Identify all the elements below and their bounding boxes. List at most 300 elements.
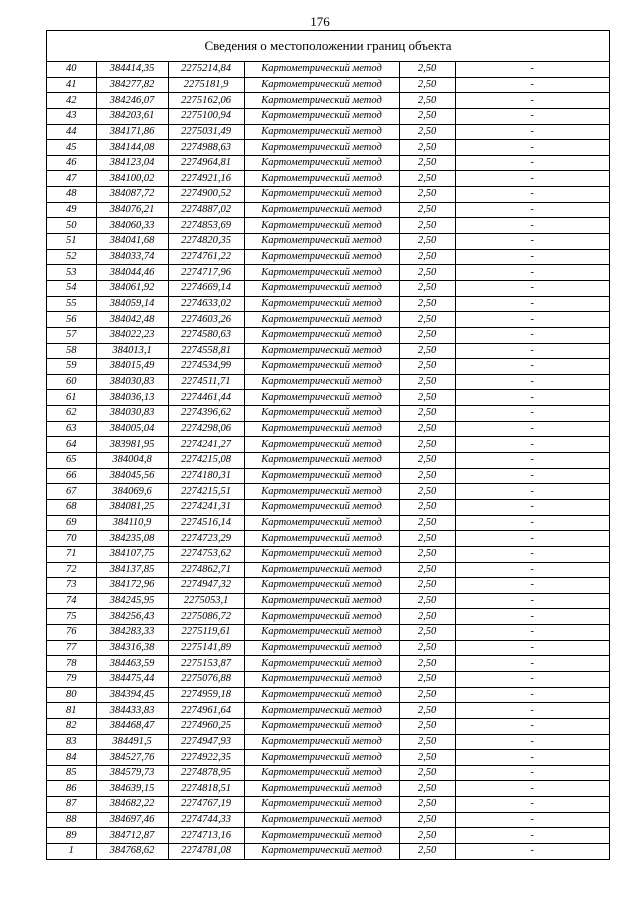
table-row	[47, 640, 609, 656]
point-number-cell: 57	[47, 327, 96, 343]
accuracy-cell: 2,50	[399, 249, 455, 265]
coordinate-y-cell: 2274396,62	[168, 406, 244, 422]
method-cell: Картометрический метод	[244, 343, 399, 359]
point-number-cell: 75	[47, 609, 96, 625]
coordinate-y-cell: 2274853,69	[168, 218, 244, 234]
accuracy-cell: 2,50	[399, 687, 455, 703]
point-number-cell: 40	[47, 62, 96, 77]
description-cell: -	[455, 609, 609, 625]
method-cell: Картометрический метод	[244, 234, 399, 250]
method-cell: Картометрический метод	[244, 546, 399, 562]
point-number-cell: 56	[47, 312, 96, 328]
table-row	[47, 234, 609, 250]
point-number-cell: 46	[47, 155, 96, 171]
accuracy-cell: 2,50	[399, 327, 455, 343]
coordinate-y-cell: 2274761,22	[168, 249, 244, 265]
coordinate-y-cell: 2274781,08	[168, 844, 244, 859]
point-number-cell: 60	[47, 374, 96, 390]
method-cell: Картометрический метод	[244, 437, 399, 453]
method-cell: Картометрический метод	[244, 155, 399, 171]
description-cell: -	[455, 468, 609, 484]
point-number-cell: 71	[47, 546, 96, 562]
coordinate-x-cell: 384171,86	[96, 124, 168, 140]
coordinate-x-cell: 384433,83	[96, 703, 168, 719]
description-cell: -	[455, 499, 609, 515]
accuracy-cell: 2,50	[399, 844, 455, 859]
description-cell: -	[455, 437, 609, 453]
accuracy-cell: 2,50	[399, 703, 455, 719]
point-number-cell: 67	[47, 484, 96, 500]
table-row	[47, 734, 609, 750]
coordinate-y-cell: 2274960,25	[168, 718, 244, 734]
coordinate-x-cell: 384682,22	[96, 797, 168, 813]
coordinate-y-cell: 2275162,06	[168, 93, 244, 109]
coordinate-x-cell: 384527,76	[96, 750, 168, 766]
point-number-cell: 58	[47, 343, 96, 359]
coordinate-x-cell: 384081,25	[96, 499, 168, 515]
accuracy-cell: 2,50	[399, 484, 455, 500]
description-cell: -	[455, 562, 609, 578]
coordinate-y-cell: 2274713,16	[168, 828, 244, 844]
table-row	[47, 593, 609, 609]
coordinate-y-cell: 2275100,94	[168, 108, 244, 124]
method-cell: Картометрический метод	[244, 750, 399, 766]
description-cell: -	[455, 280, 609, 296]
table-row	[47, 296, 609, 312]
description-cell: -	[455, 234, 609, 250]
accuracy-cell: 2,50	[399, 155, 455, 171]
accuracy-cell: 2,50	[399, 124, 455, 140]
accuracy-cell: 2,50	[399, 93, 455, 109]
accuracy-cell: 2,50	[399, 468, 455, 484]
accuracy-cell: 2,50	[399, 750, 455, 766]
table-row	[47, 108, 609, 124]
method-cell: Картометрический метод	[244, 781, 399, 797]
coordinate-y-cell: 2274862,71	[168, 562, 244, 578]
method-cell: Картометрический метод	[244, 265, 399, 281]
coordinate-x-cell: 384579,73	[96, 765, 168, 781]
accuracy-cell: 2,50	[399, 171, 455, 187]
point-number-cell: 74	[47, 593, 96, 609]
coordinate-x-cell: 384245,95	[96, 593, 168, 609]
coordinate-y-cell: 2274241,27	[168, 437, 244, 453]
description-cell: -	[455, 296, 609, 312]
accuracy-cell: 2,50	[399, 343, 455, 359]
accuracy-cell: 2,50	[399, 734, 455, 750]
coordinate-y-cell: 2274534,99	[168, 359, 244, 375]
method-cell: Картометрический метод	[244, 765, 399, 781]
point-number-cell: 80	[47, 687, 96, 703]
accuracy-cell: 2,50	[399, 202, 455, 218]
accuracy-cell: 2,50	[399, 656, 455, 672]
method-cell: Картометрический метод	[244, 327, 399, 343]
coordinate-y-cell: 2274516,14	[168, 515, 244, 531]
point-number-cell: 69	[47, 515, 96, 531]
table-row	[47, 656, 609, 672]
description-cell: -	[455, 171, 609, 187]
table-row	[47, 218, 609, 234]
method-cell: Картометрический метод	[244, 703, 399, 719]
method-cell: Картометрический метод	[244, 359, 399, 375]
accuracy-cell: 2,50	[399, 312, 455, 328]
accuracy-cell: 2,50	[399, 625, 455, 641]
description-cell: -	[455, 249, 609, 265]
coordinate-y-cell: 2274959,18	[168, 687, 244, 703]
method-cell: Картометрический метод	[244, 797, 399, 813]
table-row	[47, 687, 609, 703]
description-cell: -	[455, 671, 609, 687]
point-number-cell: 77	[47, 640, 96, 656]
method-cell: Картометрический метод	[244, 62, 399, 77]
coordinate-y-cell: 2274818,51	[168, 781, 244, 797]
table-row	[47, 531, 609, 547]
coordinate-y-cell: 2274558,81	[168, 343, 244, 359]
table-row	[47, 280, 609, 296]
method-cell: Картометрический метод	[244, 718, 399, 734]
description-cell: -	[455, 734, 609, 750]
method-cell: Картометрический метод	[244, 578, 399, 594]
table-row	[47, 562, 609, 578]
accuracy-cell: 2,50	[399, 374, 455, 390]
method-cell: Картометрический метод	[244, 390, 399, 406]
coordinate-y-cell: 2274947,32	[168, 578, 244, 594]
table-row	[47, 62, 609, 77]
coordinate-y-cell: 2274511,71	[168, 374, 244, 390]
accuracy-cell: 2,50	[399, 234, 455, 250]
accuracy-cell: 2,50	[399, 562, 455, 578]
table-row	[47, 265, 609, 281]
point-number-cell: 61	[47, 390, 96, 406]
accuracy-cell: 2,50	[399, 421, 455, 437]
method-cell: Картометрический метод	[244, 640, 399, 656]
method-cell: Картометрический метод	[244, 844, 399, 859]
description-cell: -	[455, 108, 609, 124]
coordinate-x-cell: 384041,68	[96, 234, 168, 250]
point-number-cell: 55	[47, 296, 96, 312]
point-number-cell: 48	[47, 187, 96, 203]
method-cell: Картометрический метод	[244, 93, 399, 109]
coordinate-x-cell: 384768,62	[96, 844, 168, 859]
method-cell: Картометрический метод	[244, 374, 399, 390]
method-cell: Картометрический метод	[244, 828, 399, 844]
table-row	[47, 484, 609, 500]
method-cell: Картометрический метод	[244, 734, 399, 750]
method-cell: Картометрический метод	[244, 453, 399, 469]
point-number-cell: 81	[47, 703, 96, 719]
table-row	[47, 499, 609, 515]
coordinates-table-body	[47, 62, 609, 859]
description-cell: -	[455, 406, 609, 422]
accuracy-cell: 2,50	[399, 797, 455, 813]
coordinate-x-cell: 384712,87	[96, 828, 168, 844]
table-row	[47, 374, 609, 390]
method-cell: Картометрический метод	[244, 202, 399, 218]
description-cell: -	[455, 421, 609, 437]
coordinate-x-cell: 384060,33	[96, 218, 168, 234]
description-cell: -	[455, 625, 609, 641]
coordinate-x-cell: 384110,9	[96, 515, 168, 531]
coordinate-x-cell: 384475,44	[96, 671, 168, 687]
table-row	[47, 327, 609, 343]
coordinate-y-cell: 2275214,84	[168, 62, 244, 77]
method-cell: Картометрический метод	[244, 421, 399, 437]
method-cell: Картометрический метод	[244, 406, 399, 422]
point-number-cell: 78	[47, 656, 96, 672]
accuracy-cell: 2,50	[399, 609, 455, 625]
coordinate-y-cell: 2274180,31	[168, 468, 244, 484]
coordinate-y-cell: 2274921,16	[168, 171, 244, 187]
description-cell: -	[455, 656, 609, 672]
method-cell: Картометрический метод	[244, 687, 399, 703]
point-number-cell: 85	[47, 765, 96, 781]
coordinate-y-cell: 2274988,63	[168, 140, 244, 156]
description-cell: -	[455, 218, 609, 234]
accuracy-cell: 2,50	[399, 280, 455, 296]
description-cell: -	[455, 124, 609, 140]
coordinate-x-cell: 384491,5	[96, 734, 168, 750]
point-number-cell: 45	[47, 140, 96, 156]
description-cell: -	[455, 797, 609, 813]
method-cell: Картометрический метод	[244, 187, 399, 203]
description-cell: -	[530, 845, 534, 857]
point-number-cell: 51	[47, 234, 96, 250]
table-row	[47, 625, 609, 641]
point-number-cell: 63	[47, 421, 96, 437]
coordinate-y-cell: 2274961,64	[168, 703, 244, 719]
accuracy-cell: 2,50	[399, 499, 455, 515]
coordinate-y-cell: 2274298,06	[168, 421, 244, 437]
coordinate-x-cell: 384087,72	[96, 187, 168, 203]
accuracy-cell: 2,50	[399, 218, 455, 234]
method-cell: Картометрический метод	[244, 124, 399, 140]
coordinate-x-cell: 384069,6	[96, 484, 168, 500]
description-cell: -	[455, 390, 609, 406]
description-cell: -	[455, 515, 609, 531]
coordinate-x-cell: 384059,14	[96, 296, 168, 312]
coordinate-x-cell: 384123,04	[96, 155, 168, 171]
coordinate-x-cell: 384414,35	[96, 62, 168, 77]
description-cell: -	[455, 77, 609, 93]
point-number-cell: 86	[47, 781, 96, 797]
table-row	[47, 406, 609, 422]
point-number-cell: 84	[47, 750, 96, 766]
coordinate-x-cell: 384045,56	[96, 468, 168, 484]
coordinate-x-cell: 384137,85	[96, 562, 168, 578]
coordinate-y-cell: 2274753,62	[168, 546, 244, 562]
accuracy-cell: 2,50	[399, 140, 455, 156]
method-cell: Картометрический метод	[244, 562, 399, 578]
description-cell: -	[455, 703, 609, 719]
coordinate-y-cell: 2274241,31	[168, 499, 244, 515]
coordinate-y-cell: 2275153,87	[168, 656, 244, 672]
table-row	[47, 421, 609, 437]
method-cell: Картометрический метод	[244, 77, 399, 93]
point-number-cell: 87	[47, 797, 96, 813]
coordinate-x-cell: 384697,46	[96, 812, 168, 828]
description-cell: -	[455, 687, 609, 703]
point-number-cell: 47	[47, 171, 96, 187]
accuracy-cell: 2,50	[399, 765, 455, 781]
table-row	[47, 453, 609, 469]
description-cell: -	[455, 312, 609, 328]
point-number-cell: 65	[47, 453, 96, 469]
method-cell: Картометрический метод	[244, 609, 399, 625]
boundary-table-sheet	[46, 30, 610, 860]
coordinate-x-cell: 384013,1	[96, 343, 168, 359]
method-cell: Картометрический метод	[244, 671, 399, 687]
point-number-cell: 82	[47, 718, 96, 734]
description-cell: -	[455, 578, 609, 594]
description-cell: -	[455, 374, 609, 390]
table-row	[47, 187, 609, 203]
coordinate-x-cell: 384639,15	[96, 781, 168, 797]
point-number-cell: 83	[47, 734, 96, 750]
method-cell: Картометрический метод	[244, 468, 399, 484]
point-number-cell: 53	[47, 265, 96, 281]
point-number-cell: 76	[47, 625, 96, 641]
method-cell: Картометрический метод	[244, 656, 399, 672]
page-number: 176	[310, 14, 330, 29]
method-cell: Картометрический метод	[244, 140, 399, 156]
accuracy-cell: 2,50	[399, 453, 455, 469]
coordinate-x-cell: 383981,95	[96, 437, 168, 453]
coordinate-y-cell: 2274723,29	[168, 531, 244, 547]
coordinate-y-cell: 2274633,02	[168, 296, 244, 312]
point-number-cell: 41	[47, 77, 96, 93]
coordinate-x-cell: 384061,92	[96, 280, 168, 296]
method-cell: Картометрический метод	[244, 531, 399, 547]
method-cell: Картометрический метод	[244, 593, 399, 609]
coordinate-y-cell: 2274744,33	[168, 812, 244, 828]
coordinate-x-cell: 384030,83	[96, 374, 168, 390]
accuracy-cell: 2,50	[399, 828, 455, 844]
table-row	[47, 718, 609, 734]
point-number-cell: 89	[47, 828, 96, 844]
table-row	[47, 390, 609, 406]
point-number-cell: 88	[47, 812, 96, 828]
description-cell: -	[455, 453, 609, 469]
table-row	[47, 609, 609, 625]
coordinate-y-cell: 2275086,72	[168, 609, 244, 625]
point-number-cell: 64	[47, 437, 96, 453]
coordinate-x-cell: 384203,61	[96, 108, 168, 124]
coordinate-x-cell: 384277,82	[96, 77, 168, 93]
table-row	[47, 781, 609, 797]
coordinate-y-cell: 2274215,51	[168, 484, 244, 500]
accuracy-cell: 2,50	[399, 406, 455, 422]
accuracy-cell: 2,50	[399, 359, 455, 375]
method-cell: Картометрический метод	[244, 812, 399, 828]
coordinate-x-cell: 384044,46	[96, 265, 168, 281]
coordinate-x-cell: 384468,47	[96, 718, 168, 734]
coordinate-x-cell: 384107,75	[96, 546, 168, 562]
accuracy-cell: 2,50	[399, 640, 455, 656]
table-row	[47, 140, 609, 156]
coordinates-table	[47, 62, 609, 859]
coordinate-x-cell: 384033,74	[96, 249, 168, 265]
coordinate-y-cell: 2274669,14	[168, 280, 244, 296]
accuracy-cell: 2,50	[399, 671, 455, 687]
description-cell: -	[455, 484, 609, 500]
coordinate-y-cell: 2274215,08	[168, 453, 244, 469]
accuracy-cell: 2,50	[399, 812, 455, 828]
coordinate-y-cell: 2274461,44	[168, 390, 244, 406]
table-row	[47, 437, 609, 453]
table-row	[47, 312, 609, 328]
description-cell: -	[455, 531, 609, 547]
coordinate-x-cell: 384235,08	[96, 531, 168, 547]
accuracy-cell: 2,50	[399, 781, 455, 797]
table-row	[47, 844, 609, 859]
coordinate-y-cell: 2275053,1	[168, 593, 244, 609]
accuracy-cell: 2,50	[399, 265, 455, 281]
table-row	[47, 359, 609, 375]
table-row	[47, 124, 609, 140]
accuracy-cell: 2,50	[399, 546, 455, 562]
coordinate-y-cell: 2275119,61	[168, 625, 244, 641]
coordinate-x-cell: 384463,59	[96, 656, 168, 672]
description-cell: -	[455, 750, 609, 766]
coordinate-x-cell: 384015,49	[96, 359, 168, 375]
table-row	[47, 515, 609, 531]
accuracy-cell: 2,50	[399, 578, 455, 594]
coordinate-x-cell: 384030,83	[96, 406, 168, 422]
point-number-cell: 68	[47, 499, 96, 515]
table-row	[47, 93, 609, 109]
coordinate-x-cell: 384172,96	[96, 578, 168, 594]
method-cell: Картометрический метод	[244, 499, 399, 515]
coordinate-x-cell: 384005,04	[96, 421, 168, 437]
accuracy-cell: 2,50	[399, 390, 455, 406]
description-cell: -	[455, 812, 609, 828]
table-row	[47, 671, 609, 687]
table-row	[47, 249, 609, 265]
table-row	[47, 77, 609, 93]
table-row	[47, 202, 609, 218]
accuracy-cell: 2,50	[399, 593, 455, 609]
table-row	[47, 812, 609, 828]
method-cell: Картометрический метод	[244, 312, 399, 328]
point-number-cell: 43	[47, 108, 96, 124]
description-cell: -	[455, 765, 609, 781]
description-cell: -	[455, 265, 609, 281]
coordinate-y-cell: 2274580,63	[168, 327, 244, 343]
description-cell: -	[455, 140, 609, 156]
description-cell: -	[455, 718, 609, 734]
table-row	[47, 765, 609, 781]
coordinate-x-cell: 384100,02	[96, 171, 168, 187]
description-cell: -	[455, 202, 609, 218]
description-cell: -	[455, 640, 609, 656]
coordinate-y-cell: 2274603,26	[168, 312, 244, 328]
description-cell: -	[455, 593, 609, 609]
coordinate-x-cell: 384316,38	[96, 640, 168, 656]
point-number-cell: 70	[47, 531, 96, 547]
description-cell: -	[455, 828, 609, 844]
coordinate-y-cell: 2275031,49	[168, 124, 244, 140]
description-cell: -	[455, 359, 609, 375]
coordinate-x-cell: 384394,45	[96, 687, 168, 703]
coordinate-y-cell: 2275181,9	[168, 77, 244, 93]
coordinate-y-cell: 2274947,93	[168, 734, 244, 750]
accuracy-cell: 2,50	[399, 187, 455, 203]
description-cell: -	[455, 781, 609, 797]
point-number-cell: 66	[47, 468, 96, 484]
method-cell: Картометрический метод	[244, 280, 399, 296]
table-row	[47, 155, 609, 171]
accuracy-cell: 2,50	[399, 531, 455, 547]
accuracy-cell: 2,50	[399, 62, 455, 77]
